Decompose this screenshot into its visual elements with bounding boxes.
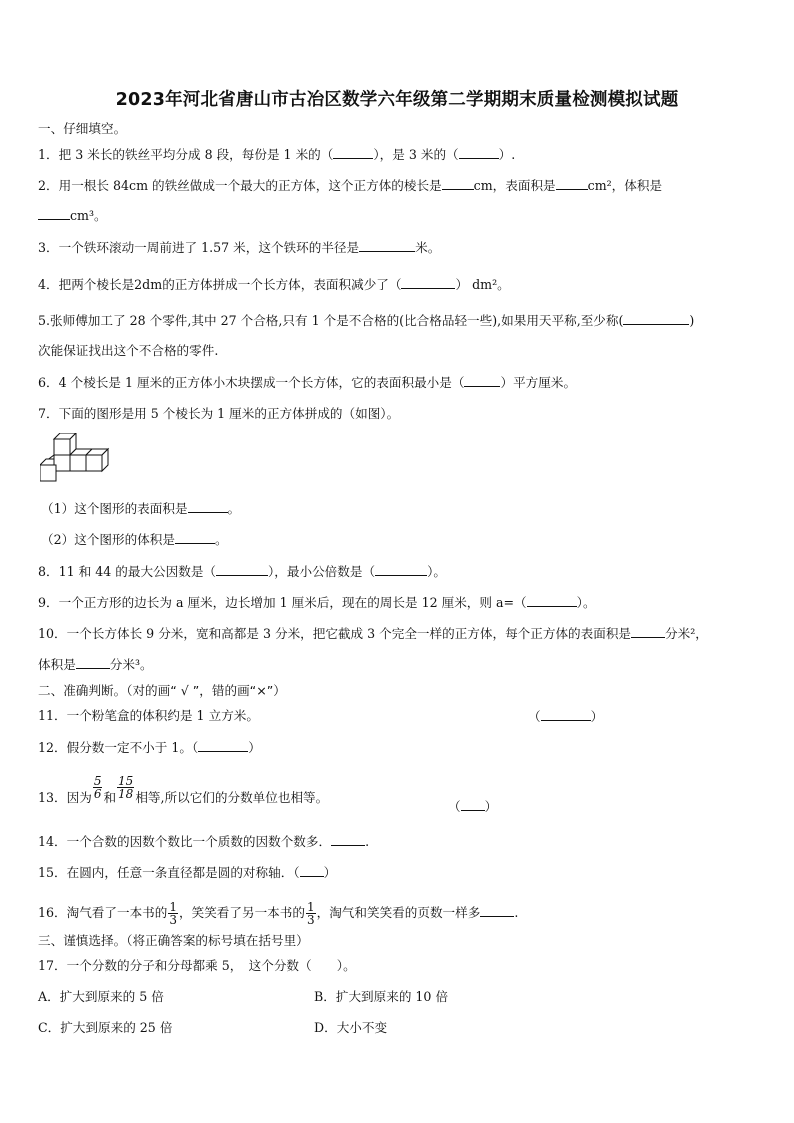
cube-front-face [54,439,70,455]
answer-blank[interactable] [464,374,500,387]
question-2-cont [38,207,107,224]
q9-text-b: ）。 [576,595,596,610]
numerator: 5 [93,774,102,788]
question-3 [38,239,440,256]
question-10-cont [38,656,153,673]
q4-text-d: 。 [497,277,510,292]
q2-text-b: cm，表面积是 [473,178,556,193]
q2-text-a: 2．用一根长 84cm 的铁丝做成一个最大的正方体，这个正方体的棱长是 [38,178,442,193]
question-11-answer [528,708,603,725]
question-9 [38,594,596,611]
question-7-part-2 [41,531,228,548]
q16-text-d: . [514,905,519,920]
question-8 [38,563,446,580]
option-b[interactable]: B．扩大到原来的 10 倍 [314,989,449,1004]
q5-text-b: ) [689,313,695,328]
answer-blank[interactable] [175,531,215,544]
answer-blank[interactable] [216,563,268,576]
question-5 [38,312,694,329]
answer-blank[interactable] [300,864,324,877]
question-17: 17．一个分数的分子和分母都乘 5， 这个分数（ ）。 [38,958,356,973]
q14-text-b: . [365,834,370,849]
page-title: 2023年河北省唐山市古冶区数学六年级第二学期期末质量检测模拟试题 [115,90,679,110]
unit-dm2: dm² [472,277,498,292]
q7-p1-text: （1）这个图形的表面积是 [41,501,188,516]
question-10 [38,625,708,642]
cube-front-face [70,455,86,471]
q10-text-c: 体积是 [38,657,76,672]
question-7-part-1 [41,500,240,517]
question-5-cont: 次能保证找出这个不合格的零件. [38,343,219,358]
question-1 [38,146,515,163]
option-c[interactable]: C．扩大到原来的 25 倍 [38,1020,173,1035]
q4-text-a: 4．把两个棱长是 [38,277,135,292]
paren-close: ） [484,799,498,814]
option-d[interactable]: D．大小不变 [314,1020,388,1035]
question-16 [38,901,518,926]
fraction-1-3 [168,901,178,926]
question-15 [38,864,336,881]
q10-text-b: 分米²， [665,626,708,641]
q10-text-d: 分米³。 [109,657,153,672]
q16-text-c: ，淘气和笑笑看的页数一样多 [316,905,481,920]
q16-text-b: ，笑笑看了另一本书的 [179,905,305,920]
q7-p2-end: 。 [214,532,228,547]
answer-blank[interactable] [556,177,588,190]
q4-text-c: ） [455,277,469,292]
q10-text-a: 10．一个长方体长 9 分米，宽和高都是 3 分米，把它截成 3 个完全一样的正方体，每个正方体的表面积是 [38,626,632,641]
q3-text-b: 米。 [415,240,441,255]
answer-blank[interactable] [442,177,474,190]
q15-text-b: ） [323,865,337,880]
numerator: 1 [306,900,315,914]
answer-blank[interactable] [188,500,228,513]
question-14 [38,833,369,850]
q12-text-a: 12．假分数一定不小于 1。（ [38,740,199,755]
q8-text-b: ），最小公倍数是（ [268,564,376,579]
q14-text-a: 14．一个合数的因数个数比一个质数的因数个数多． [38,834,332,849]
q7-p1-end: 。 [227,501,241,516]
answer-blank[interactable] [623,312,689,325]
numerator: 1 [169,900,178,914]
question-6 [38,374,576,391]
section-2-heading: 二、准确判断。（对的画“ √ ”，错的画“×”） [38,683,286,698]
q6-text-b: ）平方厘米。 [500,375,577,390]
q1-text-c: ）. [498,147,516,162]
paren-open: （ [528,709,541,724]
answer-blank[interactable] [333,146,373,159]
q9-text-a: 9．一个正方形的边长为 a 厘米，边长增加 1 厘米后，现在的周长是 12 厘米，则 a=（ [38,595,527,610]
section-3-heading: 三、谨慎选择。（将正确答案的标号填在括号里） [38,933,309,948]
denominator: 3 [306,913,315,927]
q1-text-a: 1．把 3 米长的铁丝平均分成 8 段，每份是 1 米的（ [38,147,334,162]
answer-blank[interactable] [631,625,665,638]
q5-text-a: 5.张师傅加工了 28 个零件,其中 27 个合格,只有 1 个是不合格的(比合格品轻一些),如果用天平称,至少称( [38,313,624,328]
answer-blank[interactable] [480,904,514,917]
q3-text-a: 3．一个铁环滚动一周前进了 1.57 米，这个铁环的半径是 [38,240,360,255]
fraction-5-6 [93,775,103,800]
question-13 [38,774,329,806]
option-a[interactable]: A．扩大到原来的 5 倍 [38,989,164,1004]
cube-figure [40,433,116,487]
answer-blank[interactable] [76,656,110,669]
answer-blank[interactable] [38,207,70,220]
q8-text-a: 8．11 和 44 的最大公因数是（ [38,564,217,579]
answer-blank[interactable] [359,239,415,252]
question-11: 11．一个粉笔盒的体积约是 1 立方米。 [38,708,259,723]
answer-blank[interactable] [331,833,365,846]
q12-text-b: ） [248,740,261,755]
q4-text-b: 的正方体拼成一个长方体，表面积减少了（ [162,277,402,292]
numerator: 15 [118,774,134,788]
paren-open: （ [448,799,461,814]
fraction-15-18 [117,775,134,800]
q7-p2-text: （2）这个图形的体积是 [41,532,175,547]
answer-blank[interactable] [527,594,577,607]
cube-top-face [40,459,54,465]
question-12 [38,739,261,756]
q13-and: 和 [103,790,117,805]
q2-text-c: cm²，体积是 [587,178,663,193]
answer-blank[interactable] [401,276,455,289]
q16-text-a: 16．淘气看了一本书的 [38,905,168,920]
q15-text-a: 15．在圆内，任意一条直径都是圆的对称轴．（ [38,865,300,880]
question-4 [38,276,510,293]
q8-text-c: ）。 [427,564,446,579]
q1-text-b: ），是 3 米的（ [373,147,459,162]
cube-front-face [86,455,102,471]
q13-text-a: 13．因为 [38,790,92,805]
fraction-1-3 [306,901,316,926]
cube-front-face [40,465,56,481]
unit-dm: 2dm [134,277,163,292]
answer-blank[interactable] [541,708,591,721]
denominator: 18 [118,787,134,801]
answer-blank[interactable] [461,798,485,811]
question-13-answer [448,798,497,815]
section-1-heading: 一、仔细填空。 [38,121,127,136]
question-2 [38,177,662,194]
q6-text-a: 6．4 个棱长是 1 厘米的正方体小木块摆成一个长方体，它的表面积最小是（ [38,375,465,390]
paren-close: ） [590,709,604,724]
denominator: 3 [169,913,178,927]
denominator: 6 [93,787,102,801]
answer-blank[interactable] [375,563,427,576]
q13-text-b: 相等,所以它们的分数单位也相等。 [135,790,329,805]
question-7: 7．下面的图形是用 5 个棱长为 1 厘米的正方体拼成的（如图）。 [38,406,400,421]
q2-text-d: cm³。 [70,208,107,223]
answer-blank[interactable] [198,739,248,752]
answer-blank[interactable] [459,146,499,159]
